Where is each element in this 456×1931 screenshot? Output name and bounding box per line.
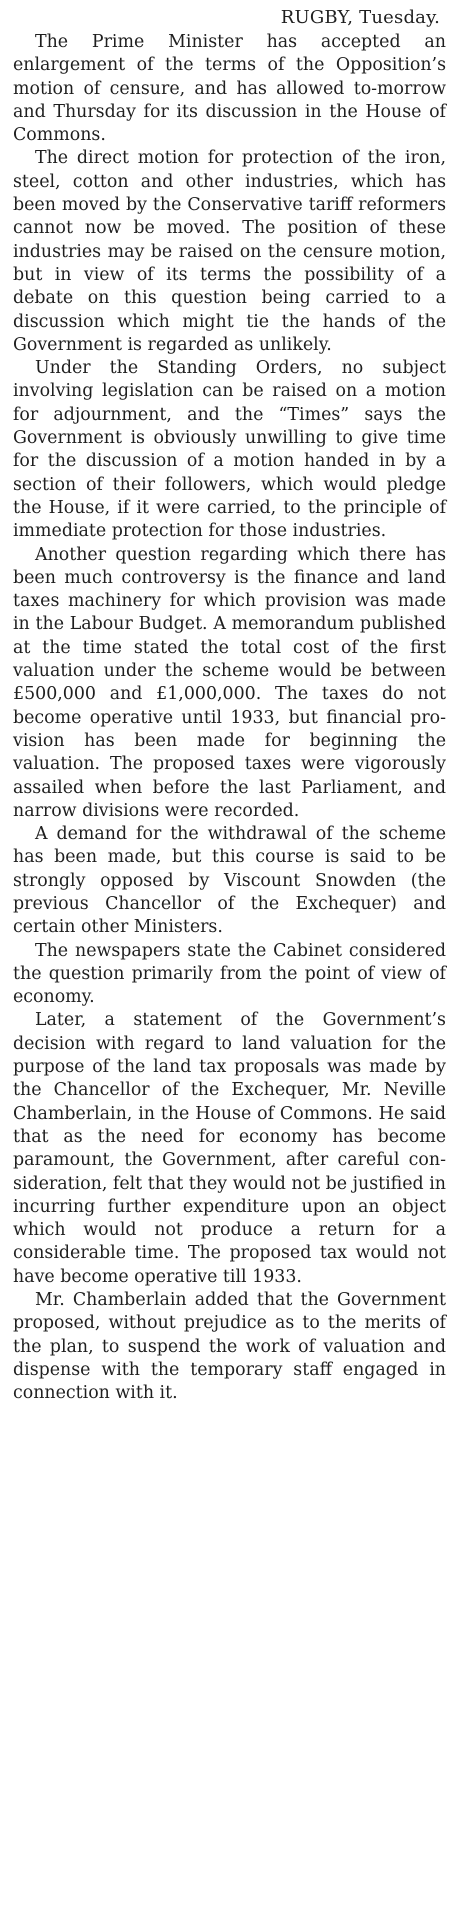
paragraph-6: The newspapers state the Cabinet considered the question primarily from the point of view of economy.	[13, 940, 446, 1008]
paragraph-8: Mr. Chamberlain added that the Government proposed, without prejudice as to the merits of the plan, to suspend the work of valuation and dispense with the temporary staff engaged in connection with it.	[13, 1290, 446, 1404]
dateline: RUGBY, Tuesday.	[280, 7, 440, 28]
paragraph-4: Another question regarding which there has been much controversy is the finance and land taxes machinery for which provision was made in the Labour Budget. A memorandum published at the time stated the total cost of the first valuation under the scheme would be between £500,000 and £1,000,000. The taxes do not become operative until 1933, but financial provision has been made for beginning the valuation. The proposed taxes were vigorously assailed when before the last Parliament, and narrow divisions were recorded.	[13, 544, 446, 821]
paragraph-7: Later, a statement of the Government’s decision with regard to land valuation for the purpose of the land tax proposals was made by the Chancellor of the Exchequer, Mr. Neville Chamberlain, in the House of Commons. He said that as the need for economy has become paramount, the Government, after careful consideration, felt that they would not be justified in incurring further expenditure upon an object which would not produce a return for a considerable time. The proposed tax would not have become operative till 1933.	[13, 1010, 446, 1287]
paragraph-2: The direct motion for protection of the iron, steel, cotton and other industries, which has been moved by the Conservative tariff reformers cannot now be moved. The position of these industries may be raised on the censure motion, but in view of its terms the possibility of a debate on this question being carried to a discussion which might tie the hands of the Government is regarded as unlikely.	[13, 148, 446, 355]
paragraph-5: A demand for the withdrawal of the scheme has been made, but this course is said to be strongly opposed by Viscount Snowden (the previous Chancellor of the Exchequer) and certain other Ministers.	[13, 824, 446, 938]
paragraph-3: Under the Standing Orders, no subject involving legislation can be raised on a motion for adjournment, and the “Times” says the Government is obviously unwilling to give time for the discussion of a motion handed in by a section of their followers, which would pledge the House, if it were carried, to the principle of immediate protection for those industries.	[13, 358, 446, 542]
paragraph-1: The Prime Minister has accepted an enlargement of the terms of the Opposition’s motion of censure, and has allowed to-morrow and Thursday for its discussion in the House of Commons.	[13, 32, 446, 146]
